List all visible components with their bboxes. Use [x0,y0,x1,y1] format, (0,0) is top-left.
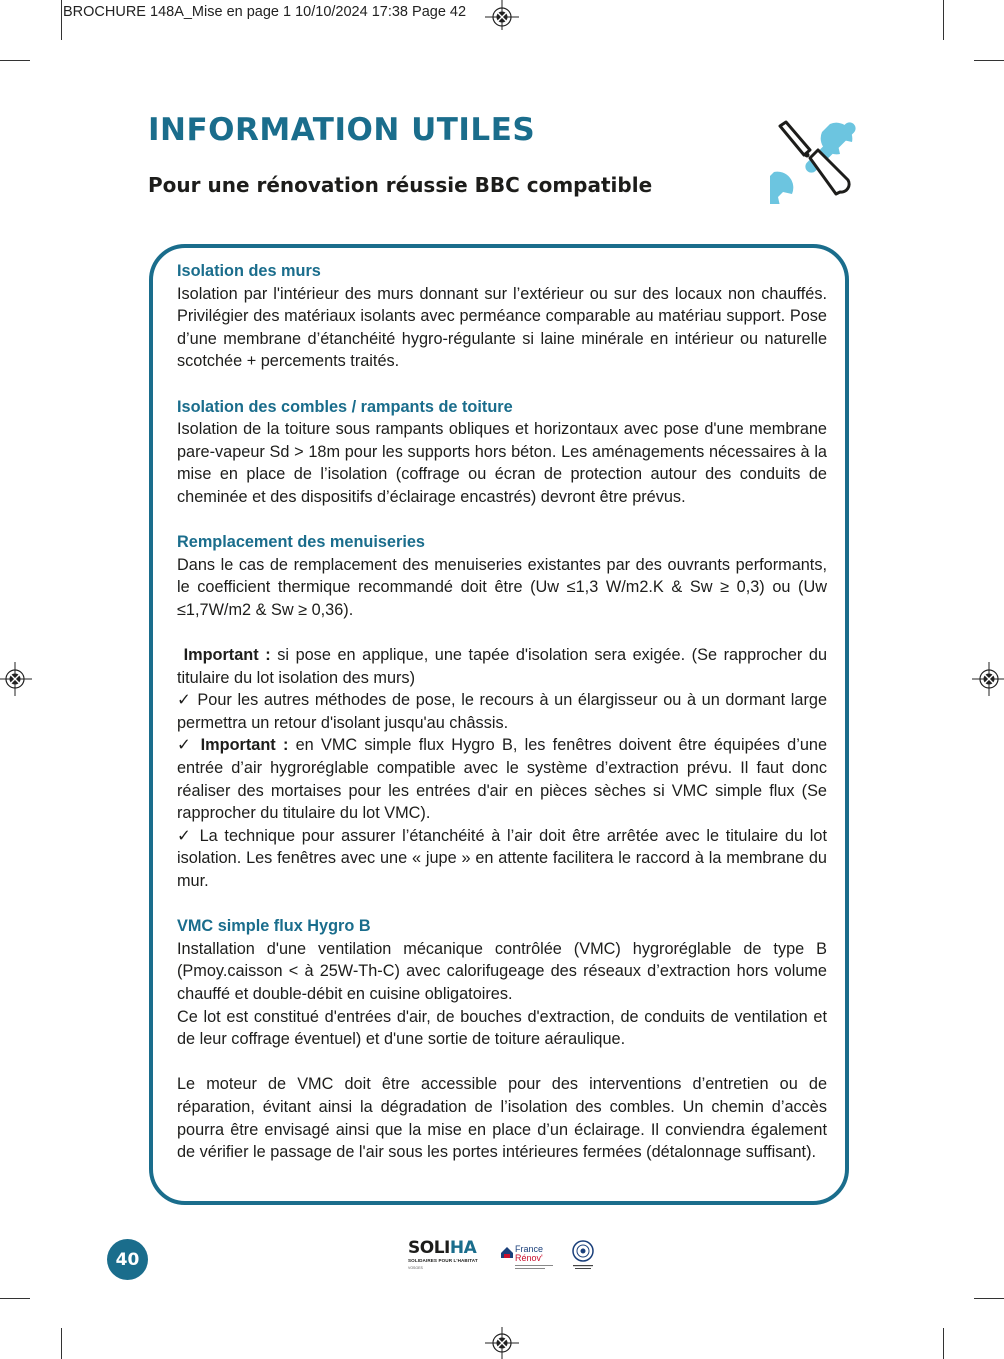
page-title: INFORMATION UTILES [148,112,536,148]
crop-mark [61,1328,62,1359]
registration-mark-icon [485,0,519,30]
info-content [177,260,827,1164]
house-icon [499,1244,515,1260]
section-text: Le moteur de VMC doit être accessible pour des interventions d’entretien ou de réparation, évitant ainsi la dégradation de l’isolation des combles. Un chemin d’accès pourra être envisagé ainsi que la mise en place d’un éclairage. Il conviendra également de vérifier le passage de l'air sous les portes intérieures fermées (détalonnage suffisant). [177,1075,827,1162]
section-heading: VMC simple flux Hygro B [177,917,371,936]
page-number: 40 [107,1239,148,1280]
registration-mark-icon [0,662,32,696]
seal-logo-icon [571,1240,595,1272]
france-renov-logo: France Rénov' [497,1240,557,1272]
registration-mark-icon [485,1327,519,1359]
crop-mark [974,60,1004,61]
tools-icon [770,118,858,204]
crop-mark [0,1298,30,1299]
check-item: ✓ La technique pour assurer l’étanchéité à l’air doit être arrêtée avec le titulaire du lot isolation. Les fenêtres avec une « jupe » en attente facilitera le raccord à la membrane du mur. [177,826,827,891]
crop-mark [974,1298,1004,1299]
section-text: Installation d'une ventilation mécanique contrôlée (VMC) hygroréglable de type B (Pmoy.caisson < à 25W-Th-C) avec calorifugeage des réseaux d’extraction hors volume chauffé et double-débit en cuisine obligatoires. [177,939,827,1003]
section-text: Isolation par l'intérieur des murs donnant sur l’extérieur ou sur des locaux non chauffés. Privilégier des matériaux isolants avec perméance comparable au matériau support. Pose d’une membrane d’étanchéité hygro-régulante si laine minérale en intérieur ou naturelle scotchée + percements traités. [177,284,827,371]
important-label: Important : [200,736,289,755]
important-label: Important : [183,646,271,665]
check-item: ✓ Important : en VMC simple flux Hygro B, les fenêtres doivent être équipées d’une entrée d’air hygroréglable compatible avec le système d’extraction prévu. Il faut donc réaliser des mortaises pour les entrées d'air en pièces sèches si VMC simple flux (Se rapprocher du titulaire du lot VMC). [177,736,827,823]
section-text: Isolation de la toiture sous rampants obliques et horizontaux avec pose d'une membrane pare-vapeur Sd > 18m pour les supports hors béton. Les aménagements nécessaires à la mise en place de l’isolation (coffrage ou écran de protection autour des conduits de cheminée et des dispositifs d’éclairage encastrés) devront être prévus. [177,420,827,506]
section-heading: Isolation des murs [177,262,321,280]
print-slug: BROCHURE 148A_Mise en page 1 10/10/2024 17:38 Page 42 [63,4,467,20]
check-text: en VMC simple flux Hygro B, les fenêtres doivent être équipées d’une entrée d’air hygroréglable compatible avec le système d’extraction prévu. Il faut donc réaliser des mortaises pour les entrées d'air en pièces sèches si VMC simple flux (Se rapprocher du titulaire du lot VMC). [177,736,827,823]
registration-mark-icon [972,662,1004,696]
crop-mark [0,60,30,61]
crop-mark [943,1328,944,1359]
section-heading: Isolation des combles / rampants de toiture [177,397,513,416]
crop-mark [61,0,62,40]
important-note [177,644,827,689]
soliha-logo: SOLIHA SOLIDAIRES POUR L'HABITAT VOSGES [408,1238,478,1270]
section-text: Ce lot est constitué d'entrées d'air, de bouches d'extraction, de conduits de ventilation et de leur coffrage éventuel) et d'une sortie de toiture aéraulique. [177,1007,827,1049]
check-item: ✓ Pour les autres méthodes de pose, le recours à un élargisseur ou à un dormant large permettra un retour d'isolant jusqu'au châssis. [177,691,827,732]
crop-mark [943,0,944,40]
fine-print [515,1265,555,1271]
page-subtitle: Pour une rénovation réussie BBC compatible [148,173,653,197]
section-text: Dans le cas de remplacement des menuiseries existantes par des ouvrants performants, le coefficient thermique recommandé doit être (Uw ≤1,3 W/m2.K & Sw ≥ 0,3) ou (Uw ≤1,7W/m2 & Sw ≥ 0,36). [177,555,827,619]
section-heading: Remplacement des menuiseries [177,533,425,552]
important-text: si pose en applique, une tapée d'isolation sera exigée. (Se rapprocher du titulaire du lot isolation des murs) [177,646,827,687]
